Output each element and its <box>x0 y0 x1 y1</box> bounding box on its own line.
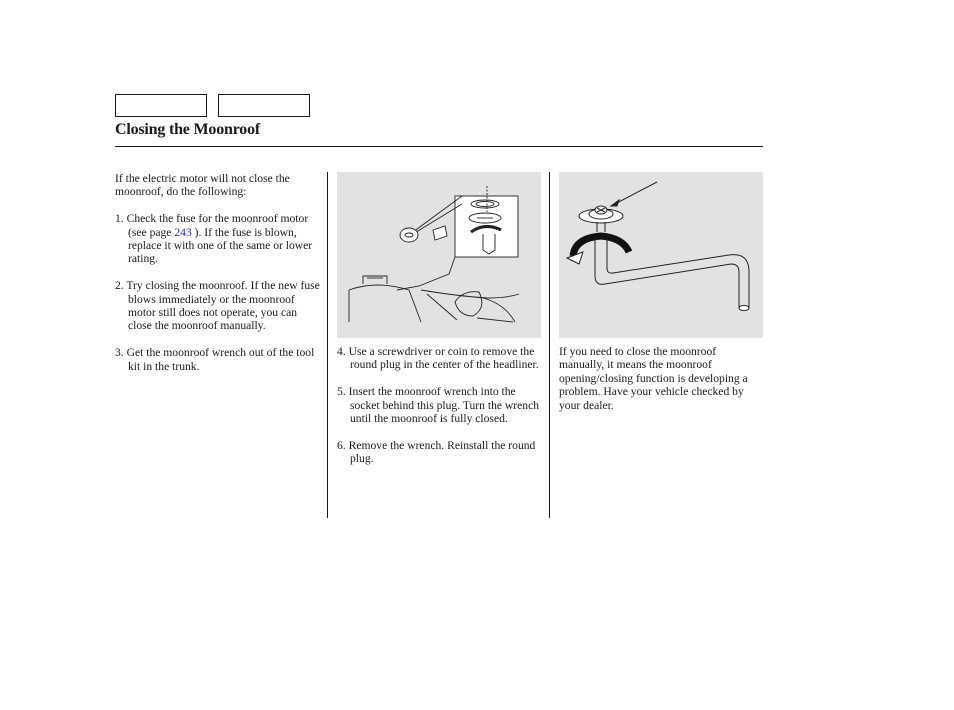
step-6: 6. Remove the wrench. Reinstall the round plug. <box>337 438 536 466</box>
step-4: 4. Use a screwdriver or coin to remove the round plug in the center of the headliner. <box>337 345 539 372</box>
headliner-plug-illustration <box>337 172 541 338</box>
moonroof-wrench-illustration <box>559 172 763 338</box>
step-1-text-before: 1. Check the fuse for the moonroof motor (see page <box>115 212 309 239</box>
step-1 <box>115 212 321 266</box>
nav-tab-right[interactable] <box>218 94 310 117</box>
nav-tab-left[interactable] <box>115 94 207 117</box>
instructions-column-2 <box>337 345 542 479</box>
page-title: Closing the Moonroof <box>115 121 261 138</box>
headliner-plug-drawing <box>337 172 541 338</box>
instructions-column-3 <box>559 345 759 412</box>
step-3: 3. Get the moonroof wrench out of the tool kit in the trunk. <box>115 346 315 373</box>
title-divider <box>115 146 763 147</box>
step-1-text-after: ). If the fuse is blown, replace it with one of the same or lower rating. <box>128 225 313 266</box>
dealer-note: If you need to close the moonroof manually, it means the moonroof opening/closing function is developing a problem. Have your vehicle checked by your dealer. <box>559 345 748 412</box>
page-243-link[interactable]: 243 <box>174 225 192 239</box>
step-5: 5. Insert the moonroof wrench into the socket behind this plug. Turn the wrench until the moonroof is fully closed. <box>337 385 540 426</box>
column-divider <box>549 172 550 518</box>
moonroof-wrench-drawing <box>559 172 763 338</box>
step-2: 2. Try closing the moonroof. If the new fuse blows immediately or the moonroof motor still does not operate, you can close the moonroof manually. <box>115 279 320 333</box>
column-divider <box>327 172 328 518</box>
instructions-column-1 <box>115 172 321 386</box>
intro-paragraph: If the electric motor will not close the moonroof, do the following: <box>115 172 290 199</box>
